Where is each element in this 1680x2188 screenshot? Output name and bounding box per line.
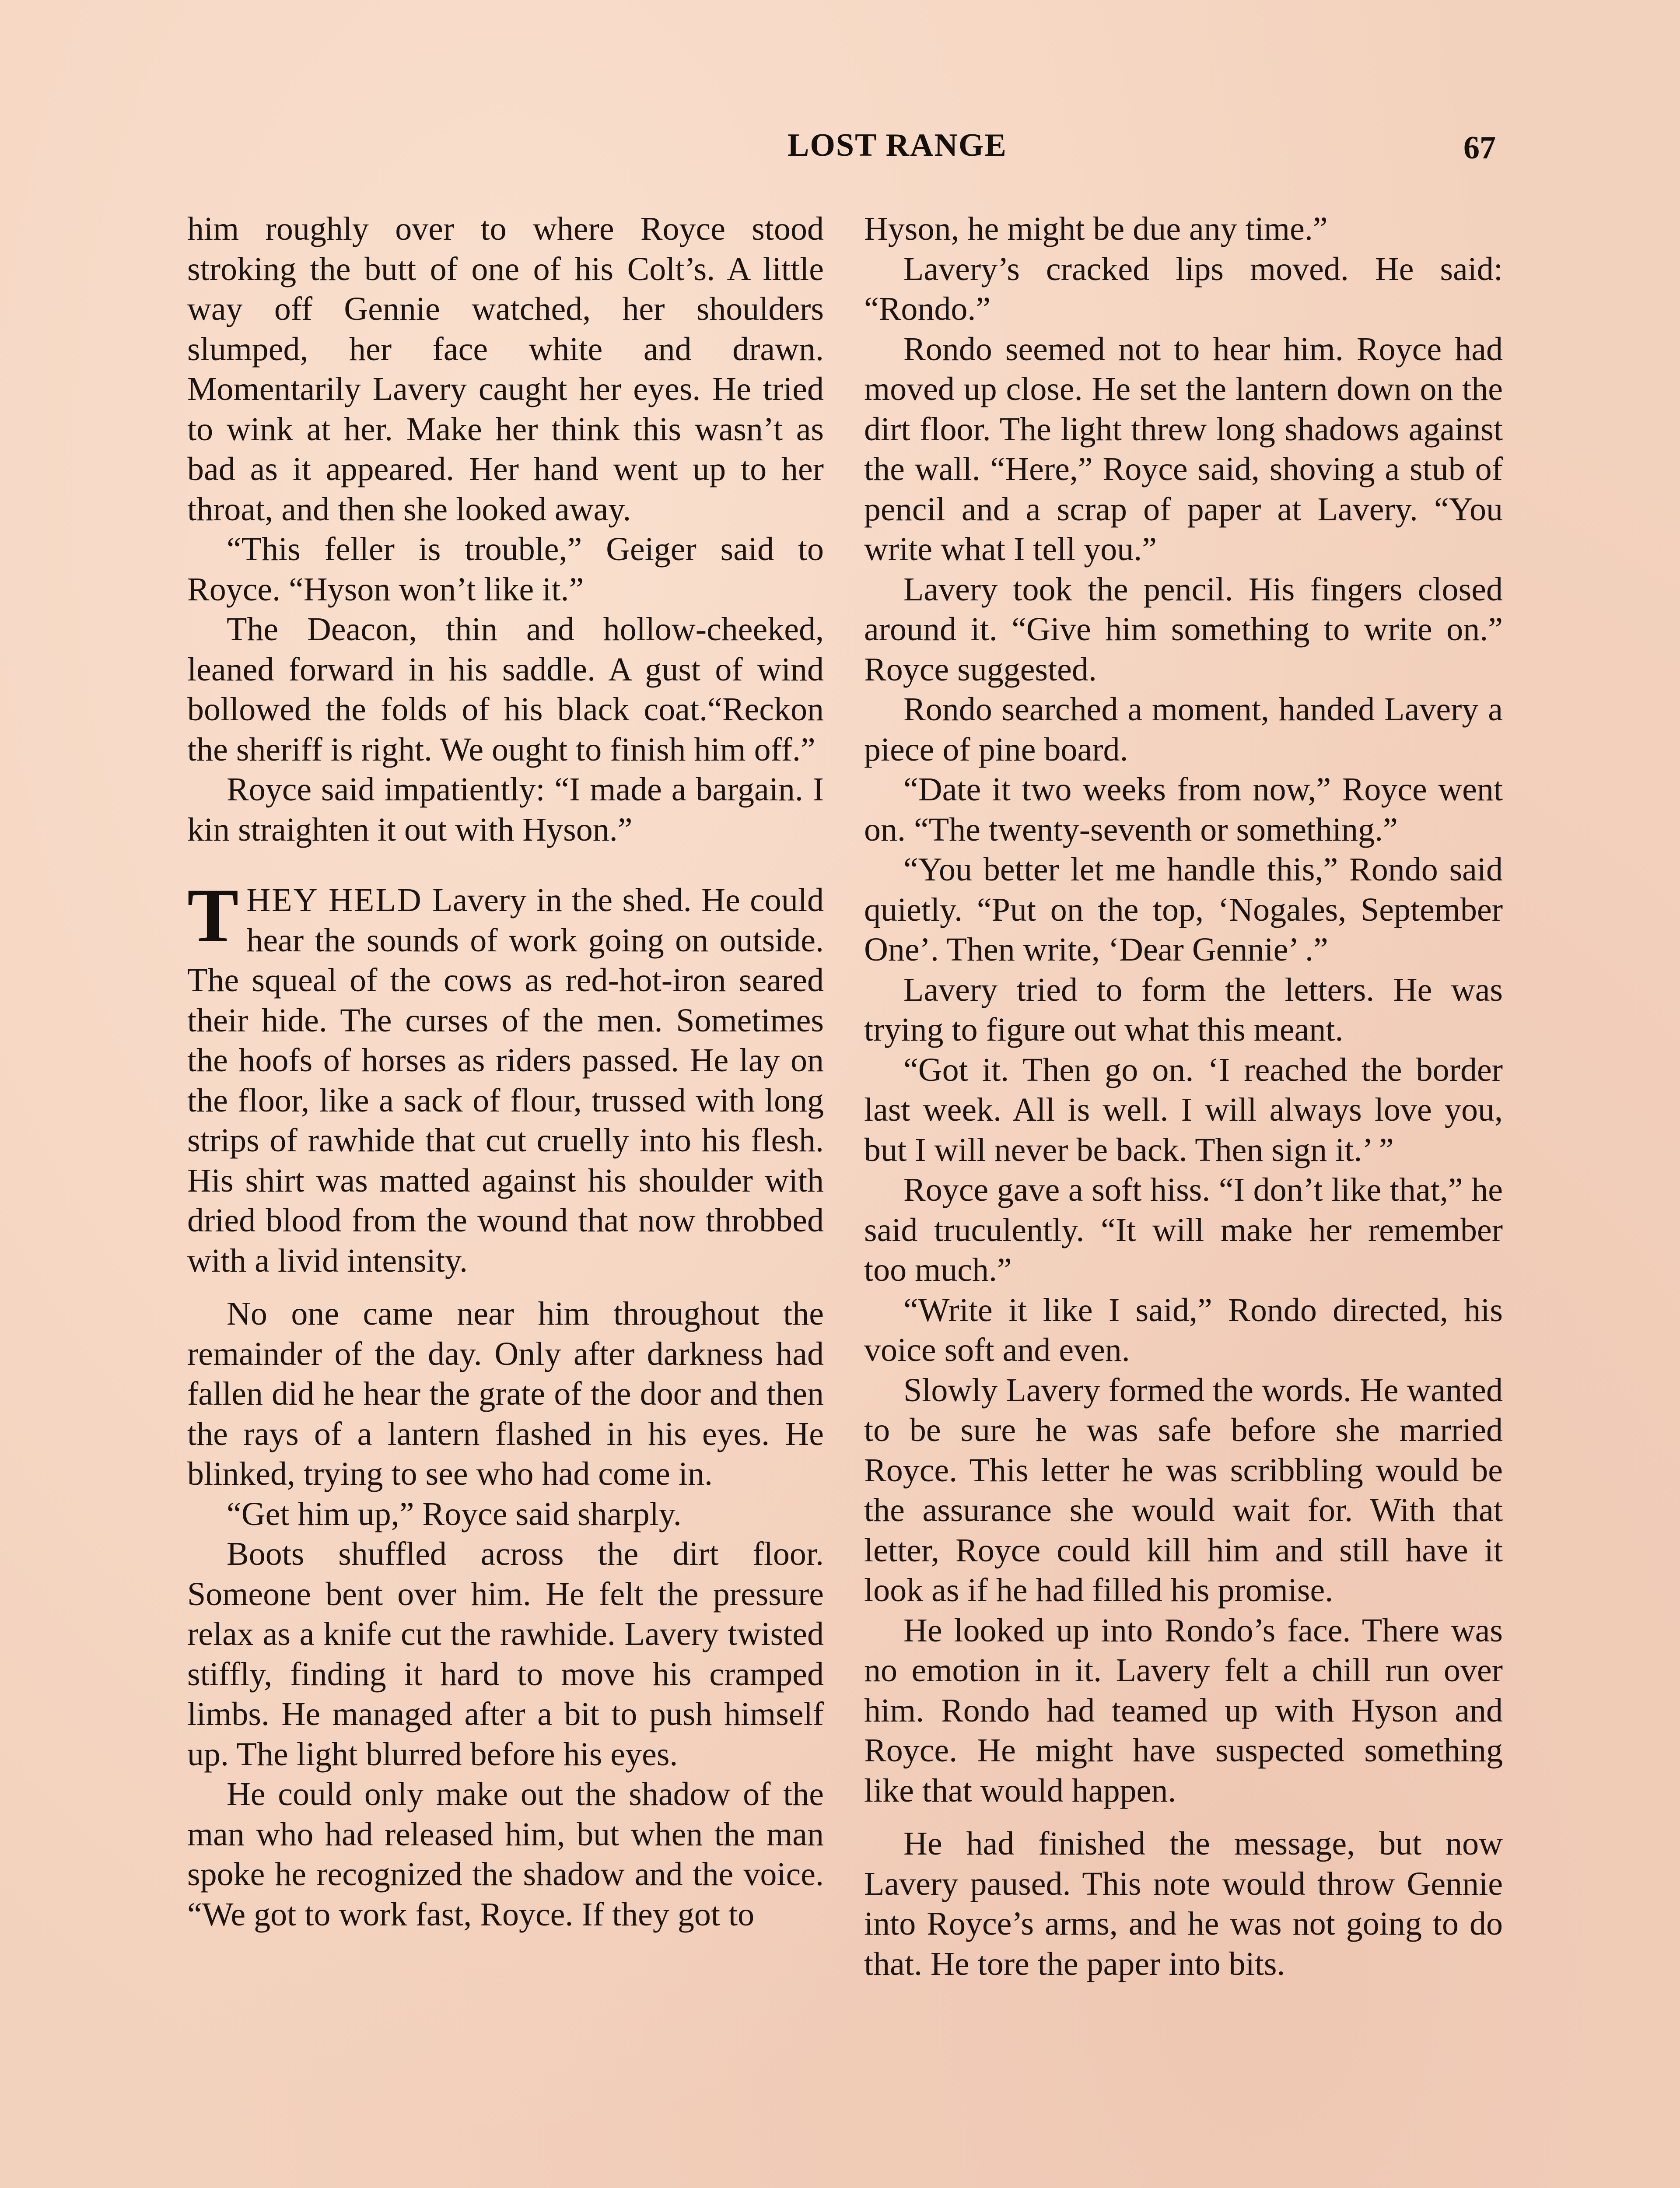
paragraph: The Deacon, thin and hollow-cheeked, leaned forward in his saddle. A gust of wind bollowed the folds of his black coat.“Reckon the sheriff is right. We ought to finish him off.”	[187, 611, 824, 768]
section-text: Lavery in the shed. He could hear the sounds of work going on outside. The squeal of the cows as red-hot-iron seared their hide. The curses of the men. Sometimes the hoofs of horses as riders passed. He lay on the floor, like a sack of flour, trussed with long strips of rawhide that cut cruelly into his flesh. His shirt was matted against his shoulder with dried blood from the wound that now throbbed with a livid intensity.	[187, 882, 824, 1279]
page-number: 67	[1463, 130, 1496, 166]
paragraph: him roughly over to where Royce stood stroking the butt of one of his Colt’s. A little way off Gennie watched, her shoulders slumped, her face white and drawn. Momentarily Lavery caught her eyes. He tried to wink at her. Make her think this wasn’t as bad as it appeared. Her hand went up to her throat, and then she looked away.	[187, 210, 824, 528]
paragraph: He looked up into Rondo’s face. There was no emotion in it. Lavery felt a chill run over him. Rondo had teamed up with Hyson and Royce. He might have suspected something like that would happen.	[864, 1612, 1503, 1809]
page-header	[0, 127, 1680, 175]
paragraph: “This feller is trouble,” Geiger said to Royce. “Hyson won’t like it.”	[187, 531, 824, 608]
paragraph: Lavery tried to form the letters. He was trying to figure out what this meant.	[864, 971, 1503, 1048]
paragraph: Royce said impatiently: “I made a bargain. I kin straighten it out with Hyson.”	[187, 771, 824, 848]
paragraph: He could only make out the shadow of the man who had released him, but when the man spoke he recognized the shadow and the voice. “We got to work fast, Royce. If they got to	[187, 1776, 824, 1933]
paragraph: Boots shuffled across the dirt floor. Someone bent over him. He felt the pressure relax as a knife cut the rawhide. Lavery twisted stiffly, finding it hard to move his cramped limbs. He managed after a bit to push himself up. The light blurred before his eyes.	[187, 1536, 824, 1773]
running-title: LOST RANGE	[788, 127, 1007, 163]
drop-cap: T	[187, 873, 239, 958]
left-column	[187, 209, 824, 1935]
paragraph: Royce gave a soft hiss. “I don’t like that,” he said truculently. “It will make her remember too much.”	[864, 1171, 1503, 1288]
paragraph: Rondo seemed not to hear him. Royce had moved up close. He set the lantern down on the dirt floor. The light threw long shadows against the wall. “Here,” Royce said, shoving a stub of pencil and a scrap of paper at Lavery. “You write what I tell you.”	[864, 330, 1503, 568]
section-opening-paragraph	[187, 873, 824, 1281]
paragraph: No one came near him throughout the remainder of the day. Only after darkness had fallen did he hear the grate of the door and then the rays of a lantern flashed in his eyes. He blinked, trying to see who had come in.	[187, 1295, 824, 1492]
paragraph: “Got it. Then go on. ‘I reached the border last week. All is well. I will always love you, but I will never be back. Then sign it.’ ”	[864, 1051, 1503, 1168]
paragraph: Slowly Lavery formed the words. He wanted to be sure he was safe before she married Royce. This letter he was scribbling would be the assurance she would wait for. With that letter, Royce could kill him and still have it look as if he had filled his promise.	[864, 1371, 1503, 1609]
paragraph: Rondo searched a moment, handed Lavery a piece of pine board.	[864, 691, 1503, 768]
paragraph: “You better let me handle this,” Rondo said quietly. “Put on the top, ‘Nogales, September One’. Then write, ‘Dear Gennie’ .”	[864, 851, 1503, 968]
paragraph: Lavery took the pencil. His fingers closed around it. “Give him something to write on.” Royce suggested.	[864, 571, 1503, 688]
paragraph: “Write it like I said,” Rondo directed, his voice soft and even.	[864, 1291, 1503, 1368]
paragraph: “Date it two weeks from now,” Royce went on. “The twenty-seventh or something.”	[864, 771, 1503, 848]
paragraph: Hyson, he might be due any time.”	[864, 210, 1328, 247]
paragraph: “Get him up,” Royce said sharply.	[227, 1495, 682, 1532]
right-column	[864, 209, 1503, 1984]
paragraph: He had finished the message, but now Lavery paused. This note would throw Gennie into Royce’s arms, and he was not going to do that. He tore the paper into bits.	[864, 1825, 1503, 1982]
paragraph: Lavery’s cracked lips moved. He said: “Rondo.”	[864, 250, 1503, 327]
section-lead-words: HEY HELD	[246, 882, 423, 919]
